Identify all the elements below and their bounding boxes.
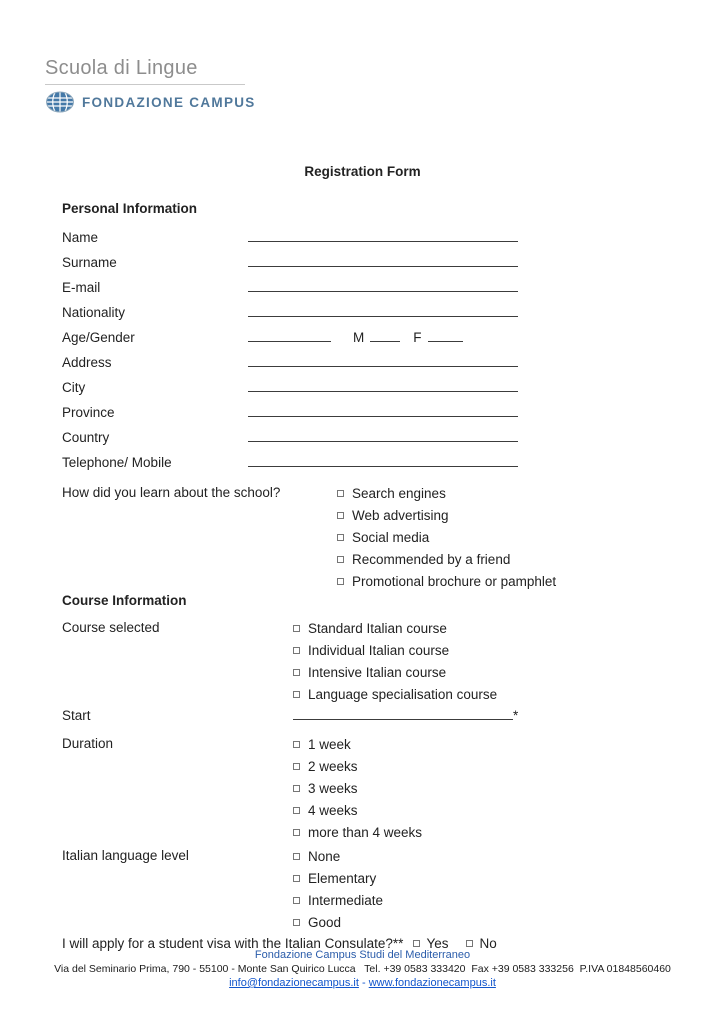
checkbox-level-none[interactable] [293, 853, 300, 860]
city-input-line[interactable] [248, 378, 518, 392]
option-elementary [293, 867, 383, 889]
school-logo [45, 57, 256, 113]
field-row-address [62, 350, 725, 375]
age-input-line[interactable] [248, 328, 331, 342]
course-options [293, 617, 497, 705]
nationality-label: Nationality [62, 305, 126, 320]
option-individual-course [293, 639, 497, 661]
visa-yes-label: Yes [426, 935, 449, 951]
email-input-line[interactable] [248, 278, 518, 292]
option-web-advertising [337, 504, 556, 526]
learn-options [337, 482, 556, 592]
logo-school-name: Scuola di Lingue [45, 57, 198, 79]
checkbox-1-week[interactable] [293, 741, 300, 748]
option-label: Intermediate [308, 892, 384, 908]
field-row-telephone [62, 450, 725, 475]
field-row-start [62, 705, 725, 727]
field-row-name [62, 225, 725, 250]
checkbox-promotional-brochure[interactable] [337, 578, 344, 585]
option-label: 2 weeks [308, 758, 358, 774]
footer-links [0, 976, 725, 990]
visa-question-label: I will apply for a student visa with the Italian Consulate?** [62, 935, 404, 951]
option-label: more than 4 weeks [308, 824, 423, 840]
option-label: Promotional brochure or pamphlet [352, 573, 557, 589]
option-label: Intensive Italian course [308, 664, 447, 680]
option-label: Standard Italian course [308, 620, 447, 636]
checkbox-level-elementary[interactable] [293, 875, 300, 882]
website-link[interactable]: www.fondazionecampus.it [368, 977, 496, 989]
option-3-weeks [293, 777, 422, 799]
form-title: Registration Form [304, 164, 421, 179]
option-label: 3 weeks [308, 780, 358, 796]
footer-links-separator: - [358, 977, 369, 989]
duration-options [293, 733, 422, 843]
option-label: Elementary [308, 870, 377, 886]
footer-address: Via del Seminario Prima, 790 - 55100 - Monte San Quirico Lucca Tel. +39 0583 333420 Fax +39 0583 333256 P.IVA 01848560460 [54, 963, 671, 975]
option-label: Web advertising [352, 507, 449, 523]
field-row-city [62, 375, 725, 400]
option-4-weeks [293, 799, 422, 821]
logo-org-name: FONDAZIONE CAMPUS [82, 94, 256, 110]
option-label: 4 weeks [308, 802, 358, 818]
country-input-line[interactable] [248, 428, 518, 442]
field-row-nationality [62, 300, 725, 325]
learn-question-label: How did you learn about the school? [62, 485, 281, 500]
option-1-week [293, 733, 422, 755]
option-intermediate [293, 889, 383, 911]
field-row-surname [62, 250, 725, 275]
gender-m-input-line[interactable] [370, 328, 400, 342]
gender-f-input-line[interactable] [428, 328, 463, 342]
option-recommended-friend [337, 548, 556, 570]
gender-m-label: M [353, 330, 365, 345]
surname-input-line[interactable] [248, 253, 518, 267]
option-standard-course [293, 617, 497, 639]
name-input-line[interactable] [248, 228, 518, 242]
option-promotional-brochure [337, 570, 556, 592]
checkbox-more-than-4-weeks[interactable] [293, 829, 300, 836]
name-label: Name [62, 230, 99, 245]
country-label: Country [62, 430, 110, 445]
option-label: None [308, 848, 341, 864]
logo-divider [45, 84, 245, 85]
field-row-age-gender [62, 325, 725, 350]
option-label: 1 week [308, 736, 351, 752]
checkbox-intensive-course[interactable] [293, 669, 300, 676]
province-label: Province [62, 405, 115, 420]
option-label: Good [308, 914, 342, 930]
language-level-group [62, 845, 725, 933]
personal-information-heading: Personal Information [62, 201, 198, 216]
field-row-email [62, 275, 725, 300]
visa-no-label: No [479, 935, 497, 951]
checkbox-specialisation-course[interactable] [293, 691, 300, 698]
option-social-media [337, 526, 556, 548]
duration-group [62, 733, 725, 843]
checkbox-level-intermediate[interactable] [293, 897, 300, 904]
start-asterisk: * [513, 708, 519, 723]
age-gender-label: Age/Gender [62, 330, 135, 345]
personal-fields [62, 225, 725, 475]
duration-label: Duration [62, 736, 114, 751]
level-options [293, 845, 383, 933]
campus-globe-icon [45, 91, 75, 113]
language-level-label: Italian language level [62, 848, 189, 863]
option-label: Search engines [352, 485, 446, 501]
email-link[interactable]: info@fondazionecampus.it [229, 977, 359, 989]
footer-org-name: Fondazione Campus Studi del Mediterraneo [254, 949, 471, 961]
checkbox-web-advertising[interactable] [337, 512, 344, 519]
course-selected-group [62, 617, 725, 705]
start-label: Start [62, 708, 91, 723]
checkbox-social-media[interactable] [337, 534, 344, 541]
option-label: Recommended by a friend [352, 551, 511, 567]
telephone-input-line[interactable] [248, 453, 518, 467]
checkbox-standard-course[interactable] [293, 625, 300, 632]
option-intensive-course [293, 661, 497, 683]
course-selected-label: Course selected [62, 620, 160, 635]
option-specialisation-course [293, 683, 497, 705]
checkbox-individual-course[interactable] [293, 647, 300, 654]
start-input-line[interactable] [293, 706, 513, 720]
nationality-input-line[interactable] [248, 303, 518, 317]
option-label: Language specialisation course [308, 686, 498, 702]
option-none [293, 845, 383, 867]
field-row-province [62, 400, 725, 425]
page-footer [0, 948, 725, 990]
checkbox-recommended-friend[interactable] [337, 556, 344, 563]
city-label: City [62, 380, 86, 395]
option-good [293, 911, 383, 933]
surname-label: Surname [62, 255, 117, 270]
gender-f-label: F [413, 330, 422, 345]
course-information-heading: Course Information [62, 593, 187, 608]
checkbox-4-weeks[interactable] [293, 807, 300, 814]
learn-about-school-group [62, 482, 725, 592]
field-row-country [62, 425, 725, 450]
address-input-line[interactable] [248, 353, 518, 367]
checkbox-visa-no[interactable] [466, 940, 473, 947]
checkbox-level-good[interactable] [293, 919, 300, 926]
checkbox-2-weeks[interactable] [293, 763, 300, 770]
checkbox-search-engines[interactable] [337, 490, 344, 497]
option-more-than-4-weeks [293, 821, 422, 843]
option-label: Social media [352, 529, 430, 545]
telephone-label: Telephone/ Mobile [62, 455, 172, 470]
option-search-engines [337, 482, 556, 504]
checkbox-visa-yes[interactable] [413, 940, 420, 947]
email-label: E-mail [62, 280, 101, 295]
province-input-line[interactable] [248, 403, 518, 417]
option-label: Individual Italian course [308, 642, 450, 658]
checkbox-3-weeks[interactable] [293, 785, 300, 792]
address-label: Address [62, 355, 112, 370]
start-field [62, 705, 725, 727]
option-2-weeks [293, 755, 422, 777]
